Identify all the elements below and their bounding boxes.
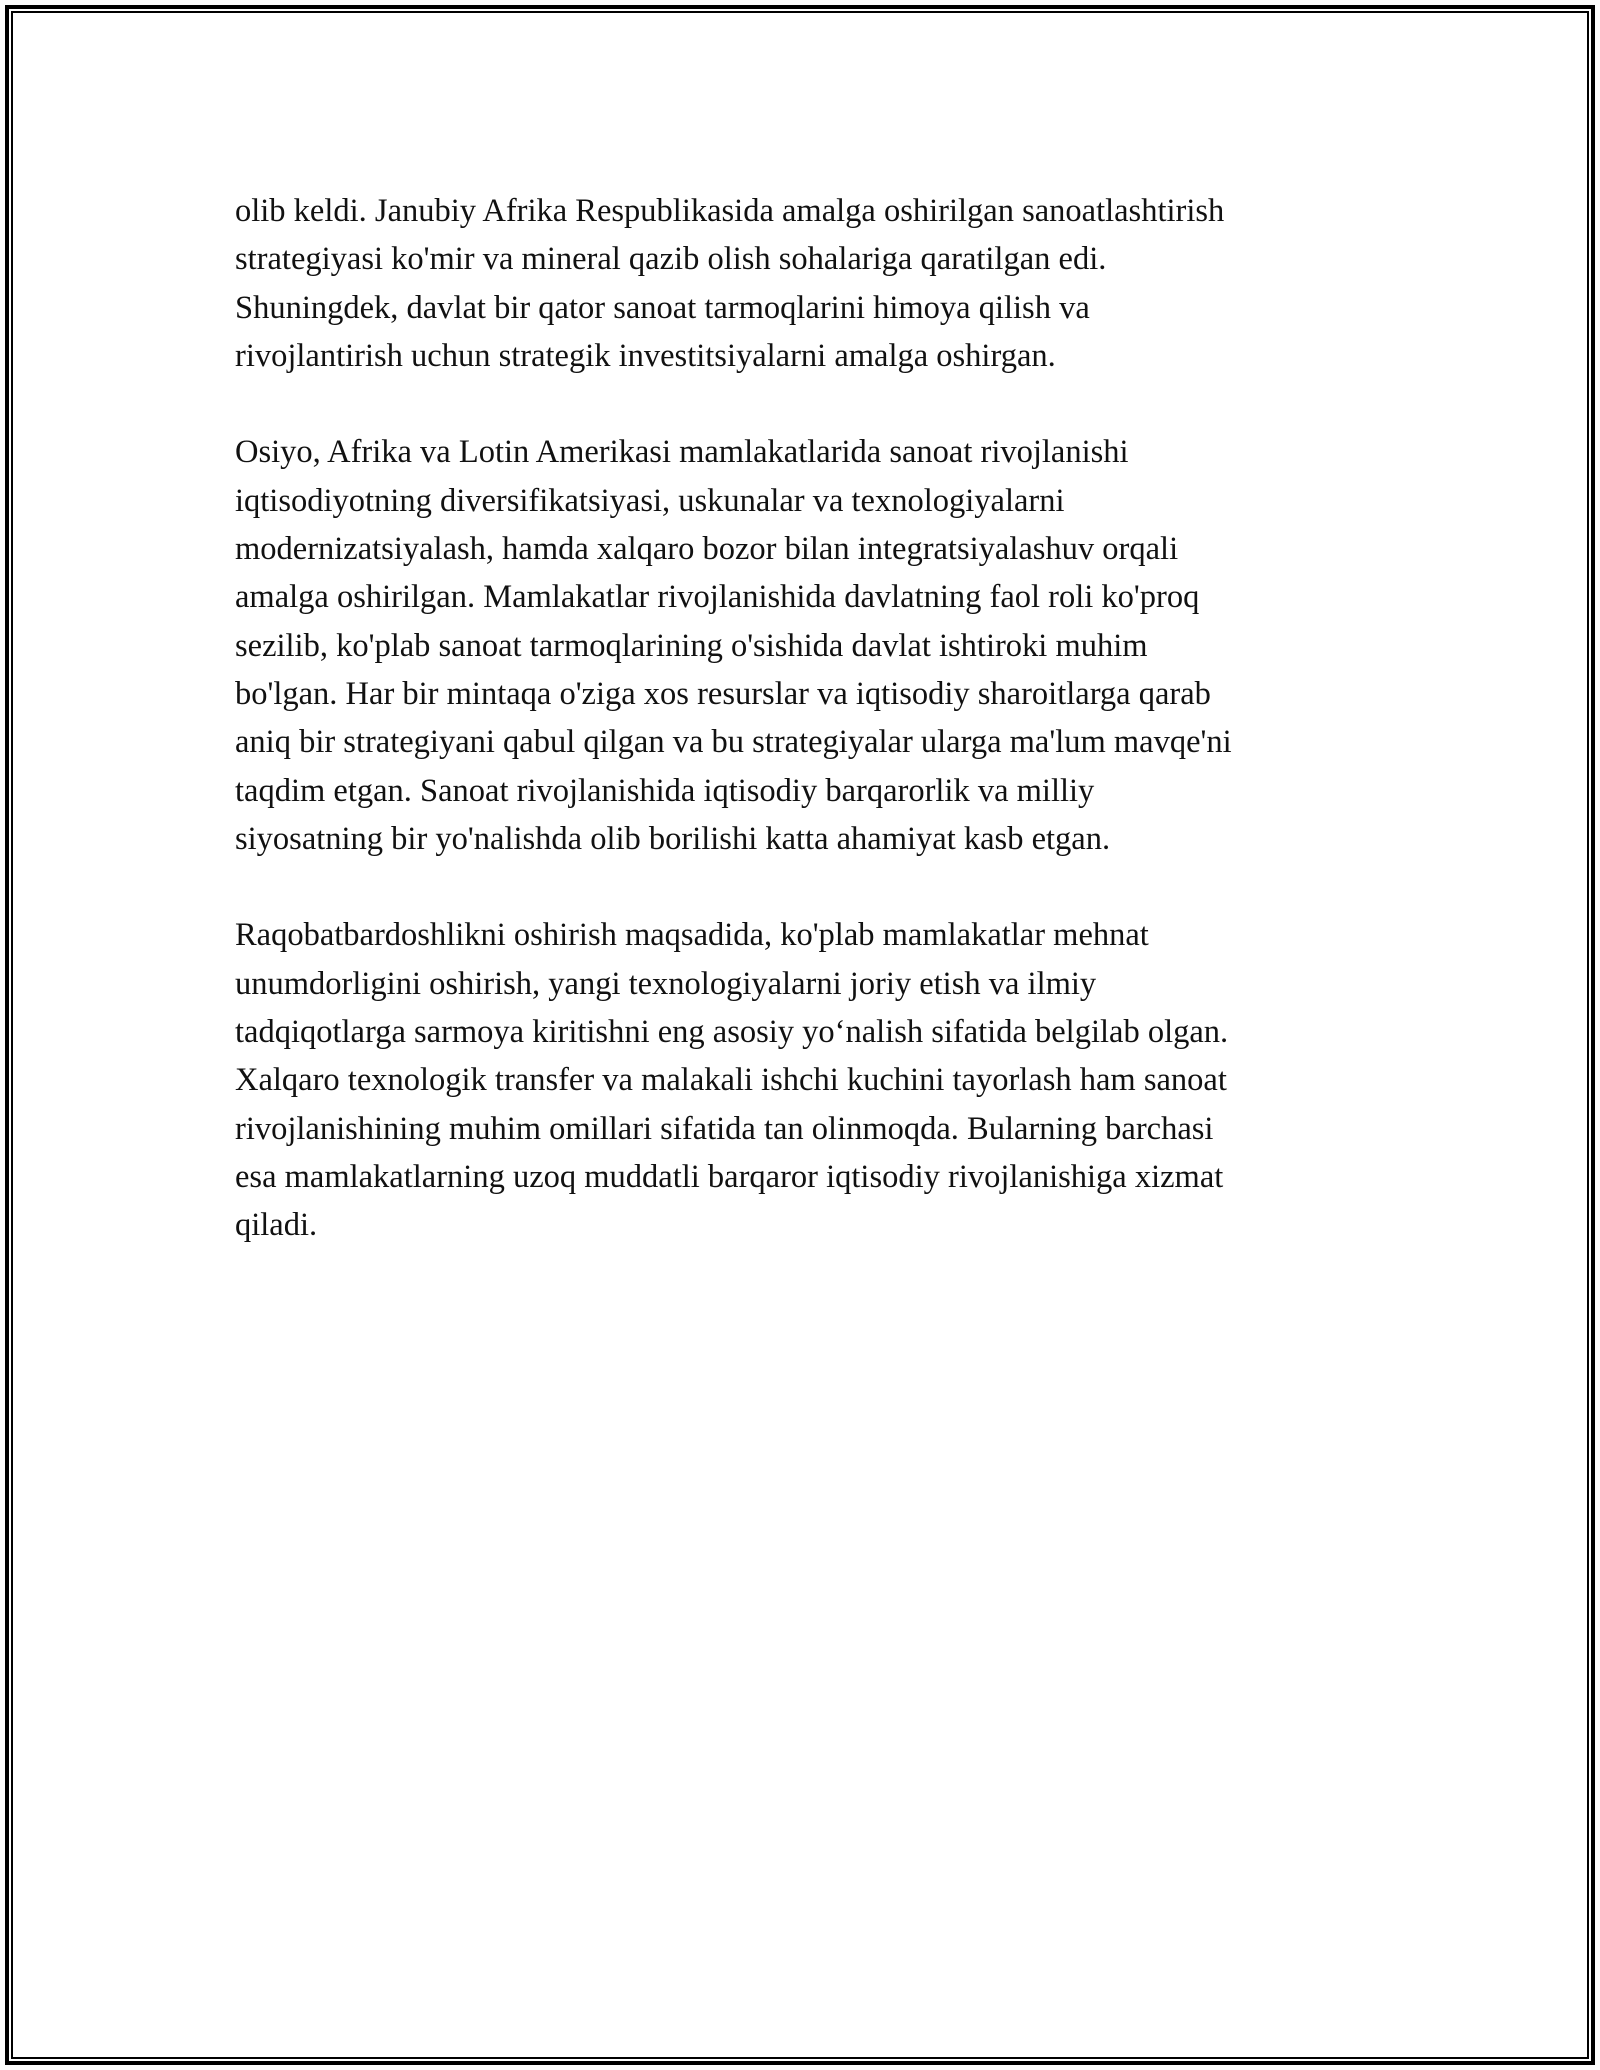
paragraph-2: Osiyo, Afrika va Lotin Amerikasi mamlakatlarida sanoat rivojlanishi iqtisodiyotning diversifikatsiyasi, uskunalar va texnologiyalarni modernizatsiyalash, hamda xalqaro bozor bilan integratsiyalashuv orqali amalga oshirilgan. Mamlakatlar rivojlanishida davlatning faol roli ko'proq sezilib, ko'plab sanoat tarmoqlarining o'sishida davlat ishtiroki muhim bo'lgan. Har bir mintaqa o'ziga xos resurslar va iqtisodiy sharoitlarga qarab aniq bir strategiyani qabul qilgan va bu strategiyalar ularga ma'lum mavqe'ni taqdim etgan. Sanoat rivojlanishida iqtisodiy barqarorlik va milliy siyosatning bir yo'nalishda olib borilishi katta ahamiyat kasb etgan.: [235, 434, 1232, 857]
paragraph-1: olib keldi. Janubiy Afrika Respublikasida amalga oshirilgan sanoatlashtirish strategiyasi ko'mir va mineral qazib olish sohalariga qaratilgan edi. Shuningdek, davlat bir qator sanoat tarmoqlarini himoya qilish va rivojlantirish uchun strategik investitsiyalarni amalga oshirgan.: [235, 193, 1225, 374]
document-body: [235, 187, 1385, 1298]
paragraph-3: Raqobatbardoshlikni oshirish maqsadida, ko'plab mamlakatlar mehnat unumdorligini oshirish, yangi texnologiyalarni joriy etish va ilmiy tadqiqotlarga sarmoya kiritishni eng asosiy yo‘nalish sifatida belgilab olgan. Xalqaro texnologik transfer va malakali ishchi kuchini tayorlash ham sanoat rivojlanishining muhim omillari sifatida tan olinmoqda. Bularning barchasi esa mamlakatlarning uzoq muddatli barqaror iqtisodiy rivojlanishiga xizmat qiladi.: [235, 917, 1229, 1244]
